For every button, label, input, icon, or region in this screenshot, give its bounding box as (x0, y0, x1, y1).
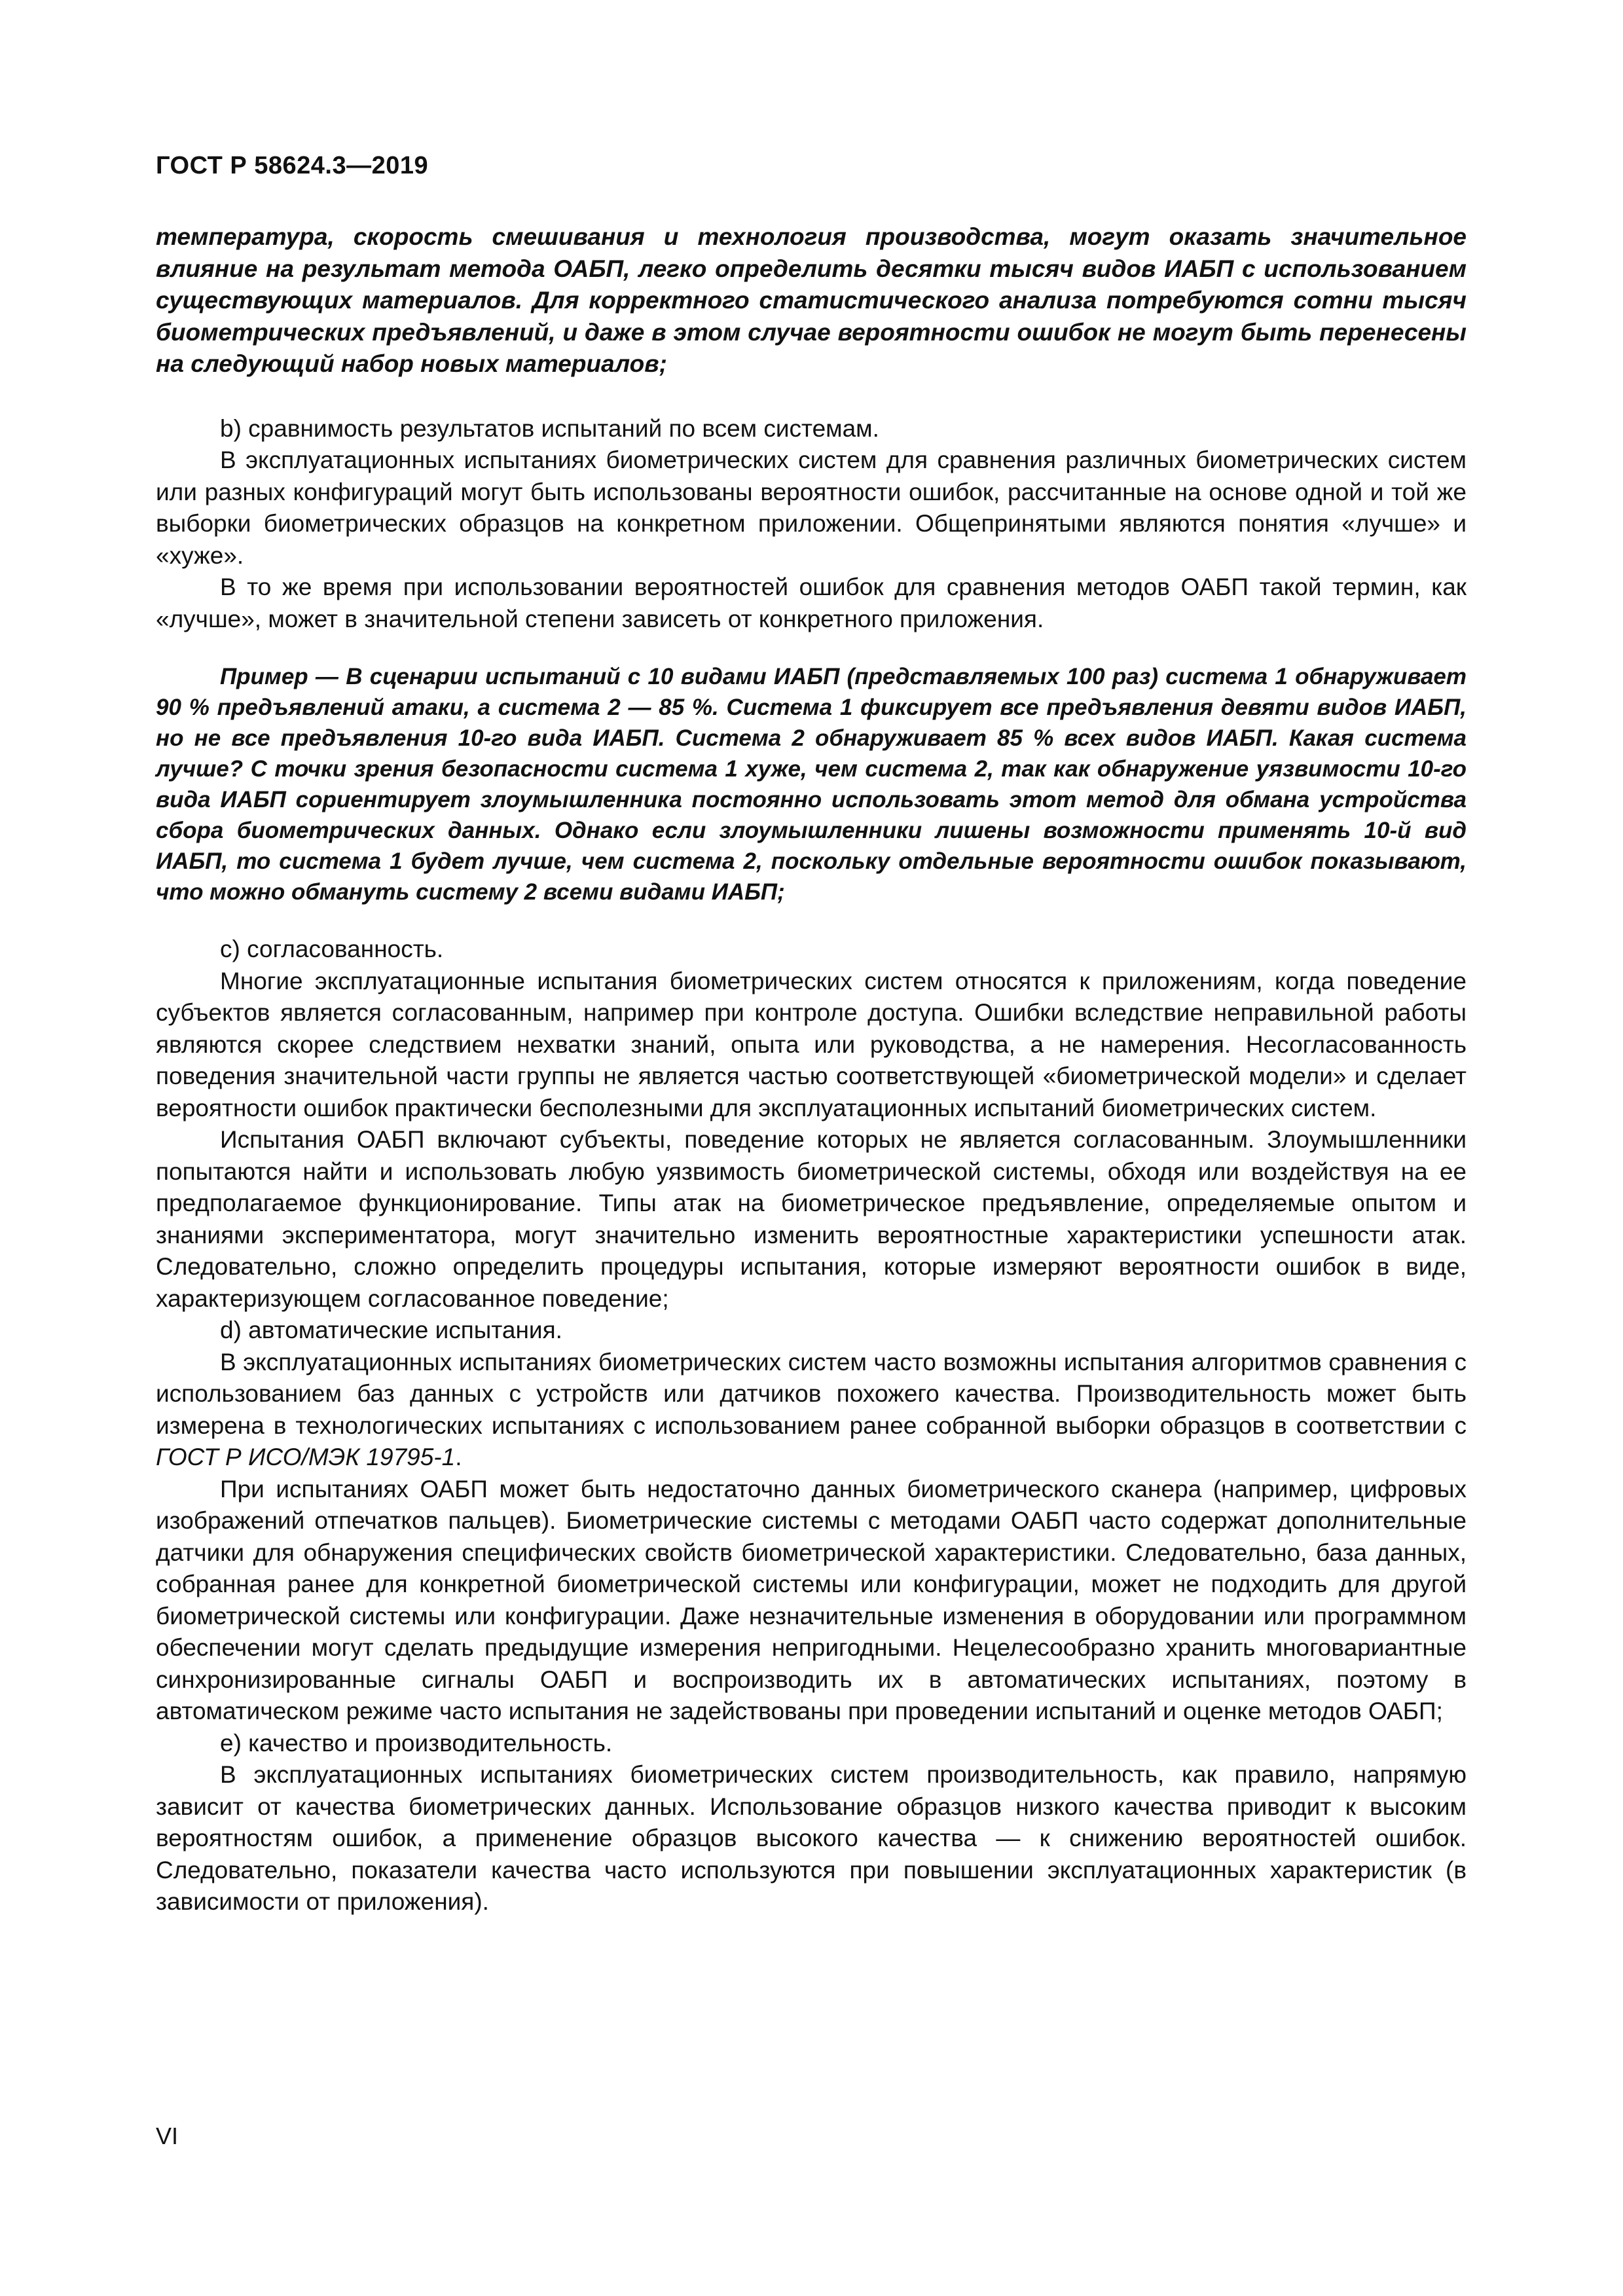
document-header: ГОСТ Р 58624.3—2019 (156, 152, 429, 179)
item-b-paragraph-2: В то же время при использовании вероятностей ошибок для сравнения методов ОАБП такой термин, как «лучше», может в значительной степени зависеть от конкретного приложения. (156, 574, 1467, 632)
standard-reference: ГОСТ Р ИСО/МЭК 19795-1 (156, 1444, 456, 1470)
continued-paragraph: температура, скорость смешивания и технология производства, могут оказать значительное влияние на результат метода ОАБП, легко определить десятки тысяч видов ИАБП с использованием существующих материалов. Для корректного статистического анализа потребуются сотни тысяч биометрических предъявлений, и даже в этом случае вероятности ошибок не могут быть перенесены на следующий набор новых материалов; (156, 223, 1467, 377)
item-b-paragraph-1: В эксплуатационных испытаниях биометрических систем для сравнения различных биометрических систем или разных конфигураций могут быть использованы вероятности ошибок, рассчитанные на основе одной и той же выборки биометрических образцов на конкретном приложении. Общепринятыми являются понятия «лучше» и «хуже». (156, 446, 1467, 569)
example-paragraph: Пример — В сценарии испытаний с 10 видами ИАБП (представляемых 100 раз) система 1 обнаруживает 90 % предъявлений атаки, а система 2 — 85 %. Система 1 фиксирует все предъявления девяти видов ИАБП, но не все предъявления 10-го вида ИАБП. Система 2 обнаруживает 85 % всех видов ИАБП. Какая система лучше? С точки зрения безопасности система 1 хуже, чем система 2, так как обнаружение уязвимости 10-го вида ИАБП сориентирует злоумышленника постоянно использовать этот метод для обмана устройства сбора биометрических данных. Однако если злоумышленники лишены возможности применять 10-й вид ИАБП, то система 1 будет лучше, чем система 2, поскольку отдельные вероятности ошибок показывают, что можно обмануть систему 2 всеми видами ИАБП; (156, 664, 1467, 905)
item-d-paragraph-1 (156, 1347, 1467, 1474)
item-d-paragraph-2: При испытаниях ОАБП может быть недостаточно данных биометрического сканера (например, цифровых изображений отпечатков пальцев). Биометрические системы с методами ОАБП часто содержат дополнительные датчики для обнаружения специфических свойств биометрической характеристики. Следовательно, база данных, собранная ранее для конкретной биометрической системы или конфигурации, может не подходить для другой биометрической системы или конфигурации. Даже незначительные изменения в оборудовании или программном обеспечении могут сделать предыдущие измерения непригодными. Нецелесообразно хранить многовариантные синхронизированные сигналы ОАБП и воспроизводить их в автоматических испытаниях, поэтому в автоматическом режиме часто испытания не задействованы при проведении испытаний и оценке методов ОАБП; (156, 1475, 1467, 1724)
item-c-paragraph-1: Многие эксплуатационные испытания биометрических систем относятся к приложениям, когда поведение субъектов является согласованным, например при контроле доступа. Ошибки вследствие неправильной работы являются скорее следствием нехватки знаний, опыта или руководства, а не намерения. Несогласованность поведения значительной части группы не является частью соответствующей «биометрической модели» и сделает вероятности ошибок практически бесполезными для эксплуатационных испытаний биометрических систем. (156, 967, 1467, 1121)
document-body (156, 221, 1467, 1918)
item-c-title: c) согласованность. (220, 936, 444, 962)
item-b-title: b) сравнимость результатов испытаний по всем системам. (220, 414, 879, 442)
item-d-paragraph-1-end: . (455, 1444, 462, 1470)
spacer (156, 380, 1467, 413)
item-e-paragraph-1: В эксплуатационных испытаниях биометрических систем производительность, как правило, напрямую зависит от качества биометрических данных. Использование образцов низкого качества приводит к высоким вероятностям ошибок, а применение образцов высокого качества — к снижению вероятностей ошибок. Следовательно, показатели качества часто используются при повышении эксплуатационных характеристик (в зависимости от приложения). (156, 1761, 1467, 1915)
item-d-paragraph-1-text: В эксплуатационных испытаниях биометрических систем часто возможны испытания алгоритмов сравнения с использованием баз данных с устройств или датчиков похожего качества. Производительность может быть измерена в технологических испытаниях с использованием ранее собранной выборки образцов в соответствии с (156, 1348, 1467, 1439)
item-e-title: e) качество и производительность. (220, 1729, 613, 1757)
item-c-paragraph-2: Испытания ОАБП включают субъекты, поведение которых не является согласованным. Злоумышленники попытаются найти и использовать любую уязвимость биометрической системы, обходя или воздействуя на ее предполагаемое функционирование. Типы атак на биометрическое предъявление, определяемые опытом и знаниями экспериментатора, могут значительно изменить вероятностные характеристики успешности атак. Следовательно, сложно определить процедуры испытания, которые измеряют вероятности ошибок в виде, характеризующем согласованное поведение; (156, 1126, 1467, 1312)
page-number: VI (156, 2123, 179, 2149)
item-d-title: d) автоматические испытания. (220, 1317, 562, 1343)
